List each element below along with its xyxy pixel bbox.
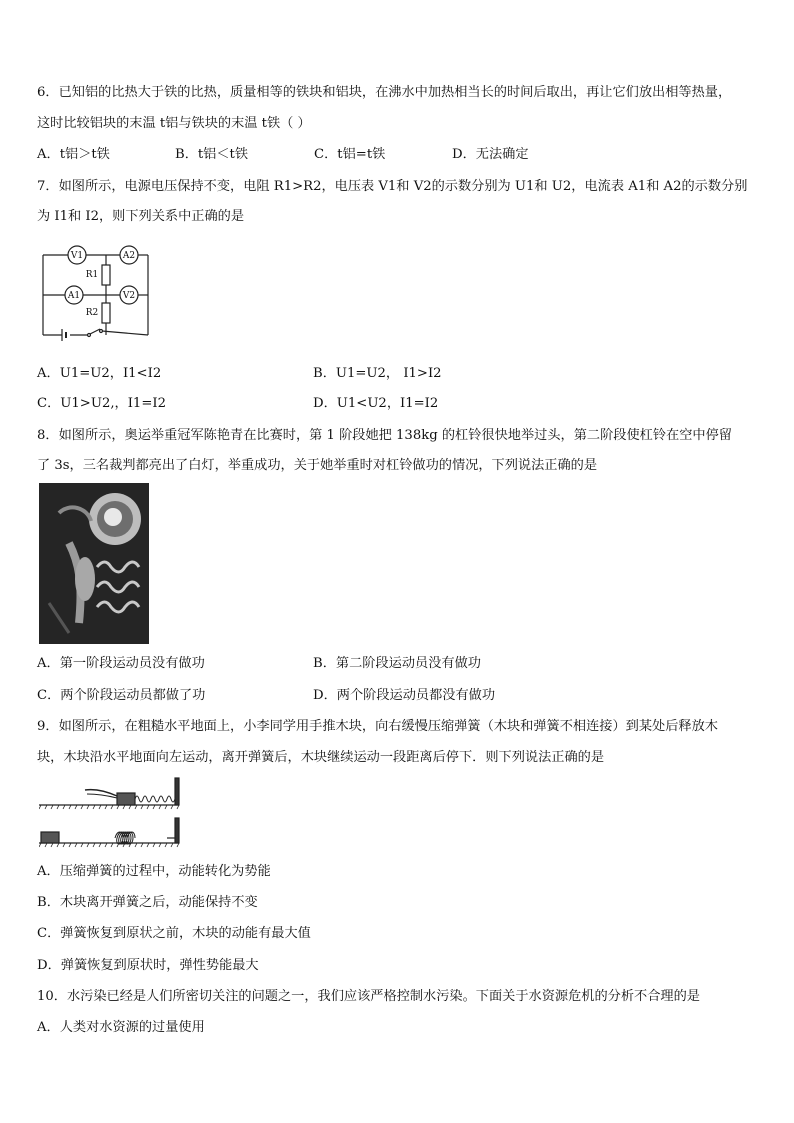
q6-stem-line1: 6．已知铝的比热大于铁的比热，质量相等的铁块和铝块，在沸水中加热相当长的时间后取出，再让它们放出相等热量， — [37, 85, 732, 100]
resistor-r1-label: R1 — [85, 270, 99, 280]
circuit-diagram — [38, 243, 154, 341]
q7-stem-line1: 7．如图所示，电源电压保持不变，电阻 R1>R2，电压表 V1和 V2的示数分别为 U1和 U2，电流表 A1和 A2的示数分别 — [37, 179, 748, 194]
q7-option-a: A．U1=U2，I1<I2 — [37, 366, 162, 381]
spring-block-diagram — [39, 776, 183, 851]
q7-stem-line2: 为 I1和 I2，则下列关系中正确的是 — [37, 209, 245, 224]
q6-option-d: D．无法确定 — [452, 147, 529, 162]
q9-stem-line2: 块，木块沿水平地面向左运动，离开弹簧后，木块继续运动一段距离后停下．则下列说法正确的是 — [37, 750, 605, 765]
weightlifter-photo — [39, 483, 149, 644]
meter-a2-label: A2 — [122, 251, 136, 261]
q7-option-c: C．U1>U2,，I1=I2 — [37, 396, 166, 411]
q8-option-b: B．第二阶段运动员没有做功 — [313, 656, 481, 671]
q7-option-d: D．U1<U2，I1=I2 — [313, 396, 439, 411]
q6-option-c: C．t铝=t铁 — [314, 147, 386, 162]
q7-option-b: B．U1=U2， I1>I2 — [313, 366, 442, 381]
q10-stem-line1: 10．水污染已经是人们所密切关注的问题之一，我们应该严格控制水污染。下面关于水资源危机的分析不合理的是 — [37, 989, 700, 1004]
q9-stem-line1: 9．如图所示，在粗糙水平地面上，小李同学用手推木块，向右缓慢压缩弹簧（木块和弹簧不相连接）到某处后释放木 — [37, 719, 718, 734]
meter-a1-label: A1 — [67, 291, 81, 301]
q9-option-b: B．木块离开弹簧之后，动能保持不变 — [37, 895, 258, 910]
meter-v1-label: V1 — [70, 251, 84, 261]
meter-v2-label: V2 — [122, 291, 136, 301]
q9-option-d: D．弹簧恢复到原状时，弹性势能最大 — [37, 958, 259, 973]
q6-option-a: A．t铝＞t铁 — [37, 147, 110, 162]
q8-option-d: D．两个阶段运动员都没有做功 — [313, 688, 496, 703]
resistor-r2-label: R2 — [85, 308, 99, 318]
q9-option-c: C．弹簧恢复到原状之前，木块的动能有最大值 — [37, 926, 311, 941]
q6-option-b: B．t铝＜t铁 — [175, 147, 249, 162]
q10-option-a: A．人类对水资源的过量使用 — [37, 1020, 205, 1035]
q8-option-c: C．两个阶段运动员都做了功 — [37, 688, 206, 703]
q8-stem-line2: 了 3s，三名裁判都亮出了白灯，举重成功，关于她举重时对杠铃做功的情况，下列说法正确的是 — [37, 458, 598, 473]
q9-option-a: A．压缩弹簧的过程中，动能转化为势能 — [37, 864, 271, 879]
q8-option-a: A．第一阶段运动员没有做功 — [37, 656, 205, 671]
q8-stem-line1: 8．如图所示，奥运举重冠军陈艳青在比赛时，第 1 阶段她把 138kg 的杠铃很快地举过头，第二阶段使杠铃在空中停留 — [37, 428, 732, 443]
q6-stem-line2: 这时比较铝块的末温 t铝与铁块的末温 t铁（ ） — [37, 116, 311, 131]
